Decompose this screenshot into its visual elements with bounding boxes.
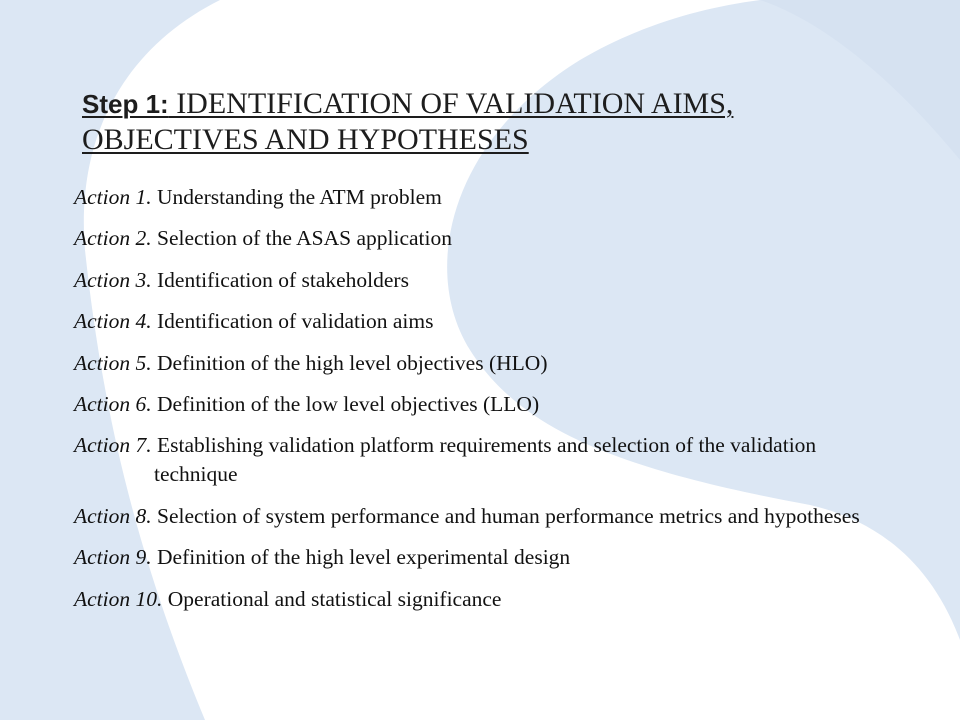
action-item-9 [74,543,874,572]
action-number: Action 4. [74,309,152,334]
action-text: Selection of the ASAS application [151,226,452,251]
action-text: Establishing validation platform requirements and selection of the validation technique [151,433,817,487]
action-text: Selection of system performance and human performance metrics and hypotheses [151,503,860,528]
action-number: Action 2. [74,226,152,251]
action-item-3 [74,266,874,295]
action-text: Operational and statistical significance [162,586,502,611]
action-number: Action 10. [74,586,163,611]
slide-title [82,86,902,157]
action-item-8 [74,502,874,531]
action-item-2 [74,224,874,253]
action-item-7 [74,431,874,489]
action-number: Action 7. [74,433,152,458]
action-number: Action 1. [74,185,152,209]
action-text: Definition of the low level objectives (LLO) [151,391,540,416]
action-number: Action 5. [74,350,152,375]
action-text: Definition of the high level objectives (HLO) [151,350,548,375]
action-number: Action 9. [74,545,152,570]
action-text: Identification of stakeholders [151,267,409,292]
title-text: IDENTIFICATION OF VALIDATION AIMS, OBJECTIVES AND HYPOTHESES [82,87,734,156]
action-item-10 [74,585,874,614]
action-number: Action 8. [74,503,152,528]
title-step-label: Step 1: [82,89,169,119]
action-item-5 [74,349,874,378]
action-text: Identification of validation aims [151,309,434,334]
action-item-6 [74,390,874,419]
action-text: Definition of the high level experimental design [151,545,571,570]
action-text: Understanding the ATM problem [151,185,442,209]
action-item-1 [74,183,874,212]
action-number: Action 6. [74,391,152,416]
action-item-4 [74,307,874,336]
action-list [74,183,874,626]
action-number: Action 3. [74,267,152,292]
